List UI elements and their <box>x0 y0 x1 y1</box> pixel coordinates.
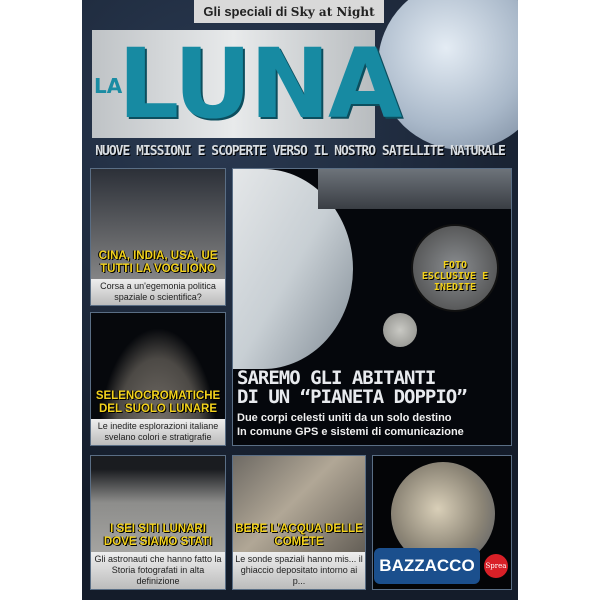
retailer-sticker: BAZZACCO <box>374 548 480 584</box>
main-subheadline <box>237 411 464 439</box>
main-headline <box>237 369 467 407</box>
publisher-logo: Sprea <box>484 554 508 578</box>
story-headline: SELENOCROMATICHE DEL SUOLO LUNARE <box>95 390 221 415</box>
title-box <box>92 28 401 140</box>
small-moon-image <box>383 313 417 347</box>
magazine-cover <box>82 0 518 600</box>
title-article: LA <box>94 74 123 98</box>
story-headline: I SEI SITI LUNARI DOVE SIAMO STATI <box>103 523 213 548</box>
story-caption: Le sonde spaziali hanno mis... il ghiaccio depositato intorno ai p... <box>233 552 365 589</box>
badge-text: FOTO ESCLUSIVE E INEDITE <box>421 260 489 293</box>
story-caption: Corsa a un'egemonia politica spaziale o scientifica? <box>91 279 225 305</box>
solar-panel-image <box>318 169 512 209</box>
main-headline-line1: SAREMO GLI ABITANTI <box>237 367 436 389</box>
story-panel-3 <box>90 455 226 590</box>
series-prefix: Gli speciali di <box>203 4 291 19</box>
story-panel-2 <box>90 312 226 446</box>
title-main: LUNA <box>118 28 401 140</box>
main-story-panel <box>232 168 512 446</box>
series-tag <box>194 0 384 23</box>
story-headline: BERE L'ACQUA DELLE COMETE <box>235 523 363 548</box>
main-headline-line2: DI UN “PIANETA DOPPIO” <box>237 386 467 408</box>
story-panel-4 <box>232 455 366 590</box>
story-headline: CINA, INDIA, USA, UE TUTTI LA VOGLIONO <box>98 250 218 275</box>
main-sub-line2: In comune GPS e sistemi di comunicazione <box>237 426 464 438</box>
subtitle: NUOVE MISSIONI E SCOPERTE VERSO IL NOSTRO SATELLITE NATURALE <box>95 144 505 159</box>
story-caption: Gli astronauti che hanno fatto la Storia fotografati in alta definizione <box>91 552 225 589</box>
photo-badge <box>411 224 499 312</box>
series-name: Sky at Night <box>290 5 375 19</box>
main-sub-line1: Due corpi celesti uniti da un solo destino <box>237 412 452 424</box>
story-caption: Le inedite esplorazioni italiane svelano colori e stratigrafie <box>91 419 225 445</box>
story-panel-1 <box>90 168 226 306</box>
